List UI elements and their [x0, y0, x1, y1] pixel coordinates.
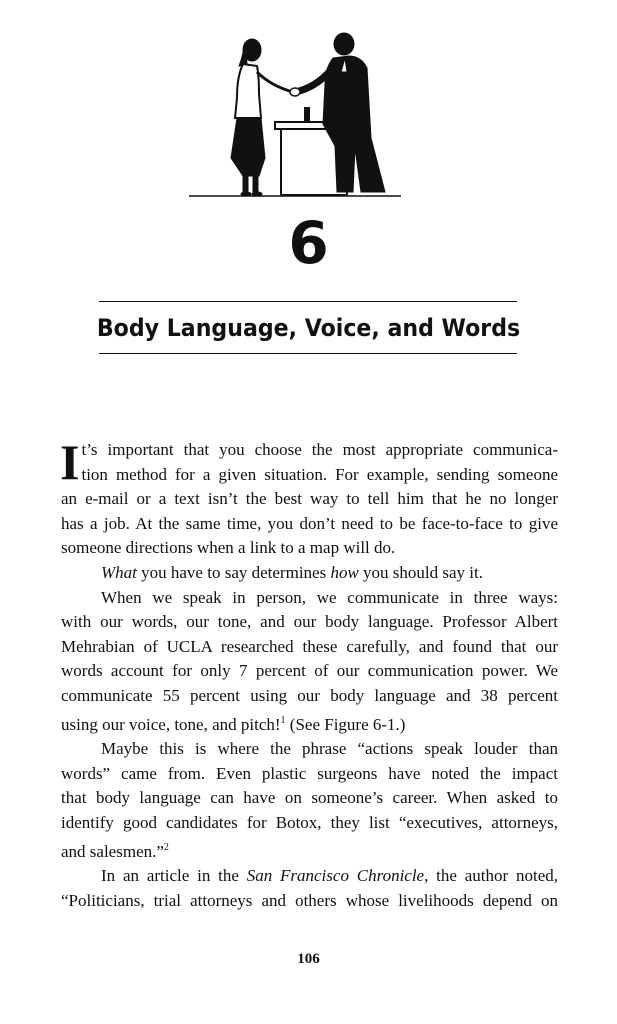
text-line: with our words, our tone, and our body language. Professor Albert [61, 612, 558, 632]
text-line: communicate 55 percent using our body language and 38 percent [61, 685, 558, 705]
chapter-title: Body Language, Voice, and Words [96, 314, 521, 342]
paragraph-3 [61, 586, 558, 738]
text-line: “Politicians, trial attorneys and others whose livelihoods depend on [61, 890, 558, 910]
text-line [61, 709, 558, 738]
paragraph-1 [60, 434, 558, 561]
text-line: Mehrabian of UCLA researched these carefully, and found that our [61, 636, 558, 656]
text-run: (See Figure 6-1.) [285, 714, 406, 734]
emphasis-publication: San Francisco Chronicle [246, 866, 425, 886]
text-line: When we speak in person, we communicate in three ways: [101, 587, 558, 607]
text-line: someone directions when a link to a map will do. [61, 538, 396, 558]
text-line: tion method for a given situation. For example, sending someone [81, 464, 558, 484]
paragraph-5 [61, 864, 558, 913]
text-line [61, 836, 558, 865]
title-rule-bottom [99, 353, 517, 354]
text-line: an e-mail or a text isn’t the best way to tell him that he no longer [61, 489, 558, 509]
page-number: 106 [297, 951, 320, 967]
title-rule-top [99, 301, 517, 302]
text-line [61, 864, 558, 889]
text-line: words account for only 7 percent of our communication power. We [61, 661, 558, 681]
emphasis-what: What [101, 562, 137, 582]
emphasis-how: how [330, 562, 359, 582]
text-run: using our voice, tone, and pitch! [61, 714, 281, 734]
text-line: t’s important that you choose the most appropriate communica- [81, 440, 558, 459]
text-line: that body language can have on someone’s career. When asked to [61, 788, 558, 808]
text-line: has a job. At the same time, you don’t need to be face-to-face to give [61, 513, 558, 533]
handshake-illustration [185, 28, 405, 203]
text-run: you have to say determines [136, 562, 331, 582]
body-text [60, 434, 558, 913]
text-run: you should say it. [358, 562, 483, 582]
paragraph-2 [61, 561, 558, 586]
text-line: identify good candidates for Botox, they list “executives, attorneys, [61, 812, 558, 832]
text-run: , the author noted, [424, 866, 558, 886]
paragraph-4 [61, 737, 558, 864]
footnote-ref-1: 1 [280, 714, 286, 726]
text-run: and salesmen.” [61, 841, 164, 861]
text-run: In an article in the [101, 866, 247, 886]
text-line: words” came from. Even plastic surgeons have noted the impact [61, 763, 558, 783]
text-line: Maybe this is where the phrase “actions speak louder than [101, 739, 558, 759]
drop-cap: I [60, 434, 80, 490]
chapter-number: 6 [288, 209, 329, 277]
footnote-ref-2: 2 [163, 841, 169, 853]
